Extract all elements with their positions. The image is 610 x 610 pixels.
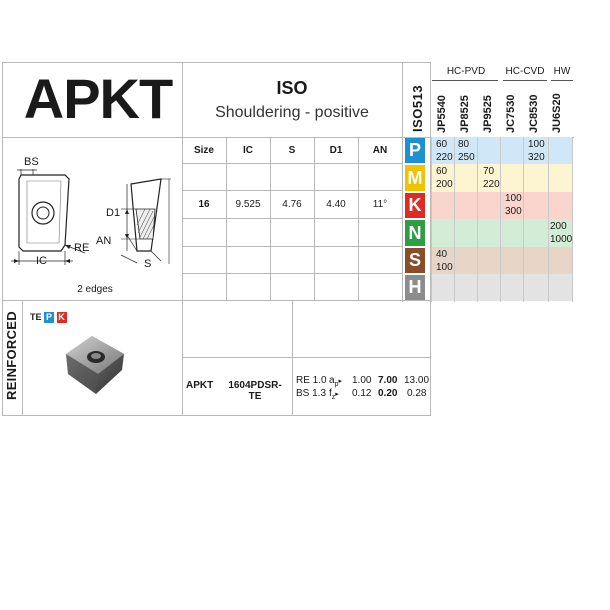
grade-jp8525: JP8525 — [459, 95, 471, 133]
label-an: AN — [96, 235, 112, 247]
material-band-k — [431, 192, 573, 220]
grade-jc8530: JC8530 — [528, 94, 540, 133]
value-k-jc7530: 100 300 — [505, 193, 522, 217]
material-band-h — [431, 274, 573, 302]
ap-max: 13.00 — [404, 375, 430, 386]
re-label: RE 1.0 — [296, 375, 327, 386]
insert-family: APKT — [186, 380, 214, 391]
chipbreaker-label: TE — [30, 312, 42, 322]
material-k: K — [405, 193, 425, 218]
fz-rec: 0.20 — [378, 388, 398, 399]
category-label: REINFORCED — [4, 311, 19, 400]
material-m: M — [405, 165, 425, 191]
description: Shouldering - positive — [215, 104, 369, 121]
value-s-jp5540: 40 100 — [436, 249, 453, 273]
col-s: S — [288, 145, 296, 156]
material-h: H — [405, 275, 425, 300]
material-s: S — [405, 248, 425, 273]
group-hc-cvd: HC-CVD — [505, 66, 545, 77]
cell-an: 11° — [372, 199, 388, 210]
cell-d1: 4.40 — [326, 199, 346, 210]
grade-ju6s20: JU6S20 — [551, 93, 563, 133]
col-ic: IC — [243, 145, 253, 156]
edges-label: 2 edges — [77, 284, 113, 295]
fz-label: $f_z▸$ — [329, 388, 339, 401]
cell-s: 4.76 — [282, 199, 302, 210]
label-s: S — [144, 258, 152, 270]
cell-ic: 9.525 — [235, 199, 261, 210]
ap-label: $a_p▸$ — [329, 375, 342, 388]
group-hc-pvd: HC-PVD — [446, 66, 486, 77]
value-p-jp5540: 60 220 — [436, 139, 453, 163]
ap-min: 1.00 — [352, 375, 372, 386]
grade-jc7530: JC7530 — [505, 94, 517, 133]
insert-code: 1604PDSR-TE — [228, 380, 282, 402]
standard-label: ISO — [276, 78, 308, 98]
label-bs: BS — [24, 156, 39, 168]
grade-jp9525: JP9525 — [482, 95, 494, 133]
iso513-label: ISO513 — [410, 84, 425, 132]
material-p: P — [405, 138, 425, 163]
value-p-jp8525: 80 250 — [458, 139, 475, 163]
fz-min: 0.12 — [352, 388, 372, 399]
group-hw: HW — [553, 66, 571, 77]
col-size: Size — [193, 145, 214, 156]
badge-p: P — [46, 312, 53, 322]
value-p-jc8530: 100 320 — [528, 139, 545, 163]
grade-jp5540: JP5540 — [436, 95, 448, 133]
ap-rec: 7.00 — [378, 375, 398, 386]
fz-max: 0.28 — [407, 388, 427, 399]
value-m-jp5540: 60 200 — [436, 166, 453, 190]
insert-photo — [58, 328, 134, 404]
label-re: RE — [74, 242, 90, 254]
bs-label: BS 1.3 — [296, 388, 327, 399]
cell-size: 16 — [198, 199, 210, 210]
family-title: APKT — [23, 67, 173, 130]
col-d1: D1 — [329, 145, 343, 156]
label-d1: D1 — [106, 207, 121, 219]
col-an: AN — [372, 145, 388, 156]
value-m-jp9525: 70 220 — [483, 166, 500, 190]
chipbreaker-row — [30, 312, 67, 323]
material-n: N — [405, 220, 425, 246]
value-n-ju6s20: 200 1000 — [550, 221, 573, 245]
label-ic: IC — [36, 255, 47, 267]
badge-k: K — [58, 312, 65, 322]
